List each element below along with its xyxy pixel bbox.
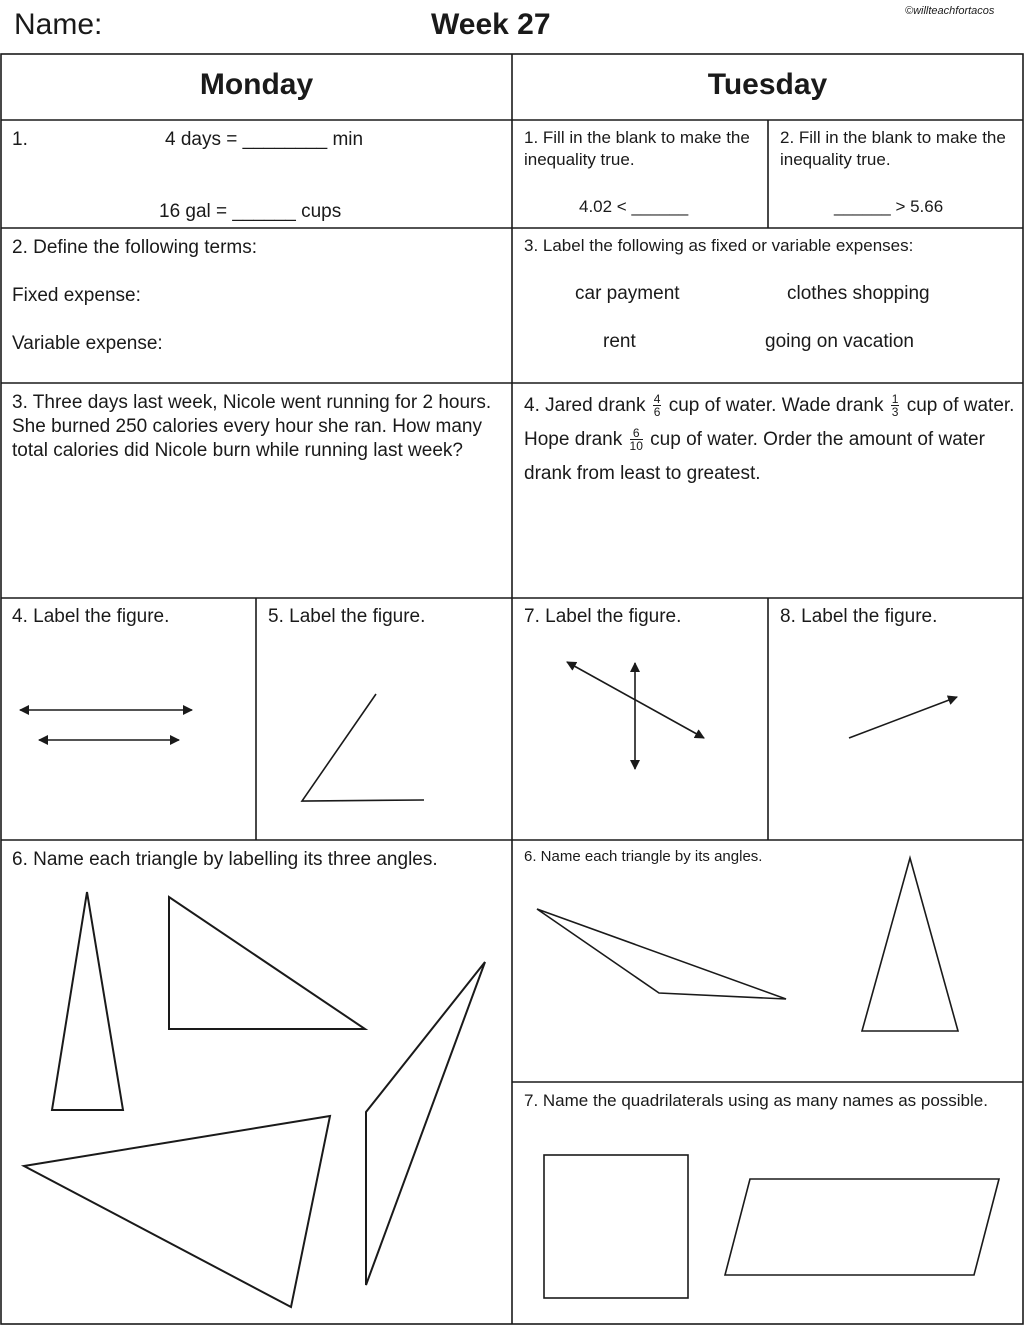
monday-header: Monday: [199, 68, 314, 101]
fraction-hope: $\frac{6}{10}$: [629, 426, 643, 454]
tuesday-header: Tuesday: [707, 68, 828, 101]
q4-part: cup: [906, 395, 938, 416]
triangle-acute-tall: [52, 892, 123, 1110]
expense-item: car payment: [575, 283, 680, 304]
q4-part: 4. Jared drank: [524, 395, 646, 416]
triangle-right: [169, 897, 365, 1029]
tuesday-q7-text: 7. Label the figure.: [524, 606, 682, 627]
variable-expense-term: Variable expense:: [12, 333, 163, 354]
expense-item: rent: [603, 331, 636, 352]
tuesday-q6-text: 6. Name each triangle by its angles.: [524, 848, 763, 865]
q4-part: of water. Hope drank: [524, 395, 1015, 450]
tuesday-q1-expr: 4.02 < ______: [579, 197, 689, 216]
q4-part: cup of water. Wade drank: [668, 395, 884, 416]
parallel-lines-figure: [20, 710, 192, 740]
fraction-jared: $\frac{4}{6}$: [653, 392, 661, 420]
name-label: Name:: [14, 8, 103, 41]
tuesday-q2-expr: ______ > 5.66: [834, 197, 944, 216]
tuesday-q2-text: 2. Fill in the blank to make the inequality true.: [780, 128, 1006, 169]
monday-q6-text: 6. Name each triangle by labelling its three angles.: [12, 849, 438, 870]
expense-item: going on vacation: [765, 331, 914, 352]
week-title: Week 27: [431, 8, 551, 41]
fixed-expense-term: Fixed expense:: [12, 285, 141, 306]
fraction-wade: $\frac{1}{3}$: [891, 392, 899, 420]
ray-figure: [849, 697, 957, 738]
monday-q2-title: 2. Define the following terms:: [12, 237, 258, 258]
tuesday-q1-text: 1. Fill in the blank to make the inequality true.: [524, 128, 750, 169]
q4-part: amount of water drank from least to greatest.: [524, 429, 985, 484]
monday-q4-text: 4. Label the figure.: [12, 606, 170, 627]
tuesday-q4-text: [524, 389, 1019, 491]
triangle-narrow: [366, 962, 485, 1285]
tuesday-q3-title: 3. Label the following as fixed or variable expenses:: [524, 236, 914, 255]
watermark: ©willteachfortacos: [905, 5, 995, 17]
monday-q3-text: 3. Three days last week, Nicole went running for 2 hours. She burned 250 calories every hour she ran. How many total calories did Nicole burn while running last week?: [12, 392, 492, 461]
square-figure: [544, 1155, 688, 1298]
intersecting-lines-figure: [567, 662, 704, 769]
triangle-large: [24, 1116, 330, 1307]
triangle-obtuse: [537, 909, 786, 999]
tuesday-q8-text: 8. Label the figure.: [780, 606, 938, 627]
monday-q1-line1: 4 days = ________ min: [165, 129, 364, 150]
angle-figure: [302, 694, 424, 801]
monday-q1-number: 1.: [12, 129, 28, 150]
triangle-isosceles: [862, 858, 958, 1031]
monday-q5-text: 5. Label the figure.: [268, 606, 426, 627]
parallelogram-figure: [725, 1179, 999, 1275]
tuesday-q7b-text: 7. Name the quadrilaterals using as many names as possible.: [524, 1091, 988, 1110]
monday-q1-line2: 16 gal = ______ cups: [159, 201, 342, 222]
expense-item: clothes shopping: [787, 283, 930, 304]
q4-part: cup of water. Order the: [650, 429, 844, 450]
